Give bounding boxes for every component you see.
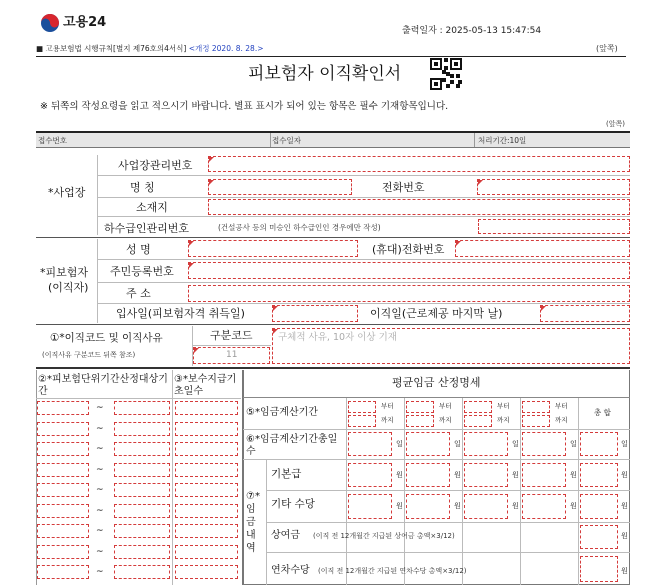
won-unit: 원: [396, 471, 403, 479]
col-divider: [520, 398, 521, 585]
qr-code-icon: [430, 58, 462, 90]
leave-date-label: 이직일(근로제공 마지막 날): [370, 307, 503, 320]
tilde: ~: [96, 567, 104, 577]
page-side-note: (앞쪽): [596, 44, 618, 53]
receipt-date-label: 접수일자: [272, 136, 301, 145]
tilde: ~: [96, 444, 104, 454]
paid-days-field[interactable]: [175, 545, 238, 559]
section-divider: [97, 239, 98, 323]
receipt-divider: [270, 133, 271, 147]
bonus-won: 원: [621, 532, 628, 540]
base-pay-field[interactable]: [464, 463, 508, 487]
period-start-field[interactable]: [37, 442, 89, 456]
to-label: 까지: [497, 416, 510, 424]
paid-days-field[interactable]: [175, 483, 238, 497]
row-line: [266, 552, 630, 553]
annual-leave-field[interactable]: [580, 556, 618, 582]
period-end-field[interactable]: [114, 483, 170, 497]
period-end-field[interactable]: [114, 504, 170, 518]
section-divider: [97, 155, 98, 235]
period-end-field[interactable]: [114, 422, 170, 436]
won-unit: 원: [454, 502, 461, 510]
insured-name-label: 성 명: [126, 243, 151, 256]
to-label: 까지: [555, 416, 568, 424]
annual-leave-label: 연차수당: [271, 565, 310, 576]
section-line: [36, 367, 630, 369]
bonus-label: 상여금: [271, 530, 300, 541]
won-unit: 원: [512, 471, 519, 479]
row-line: [98, 303, 630, 304]
form-reference: [36, 45, 263, 53]
period-start-field[interactable]: [37, 463, 89, 477]
days-total-field[interactable]: [580, 432, 618, 456]
code-header: 구분코드: [210, 329, 253, 342]
workplace-phone-field[interactable]: [477, 179, 630, 195]
annual-leave-note: (이직 전 12개월간 지급된 연차수당 총액×3/12): [318, 567, 467, 575]
col-divider: [578, 398, 579, 585]
instruction-text: ※ 뒤쪽의 작성요령을 읽고 적으시기 바랍니다. 별표 표시가 되어 있는 항목은 필수 기재항목입니다.: [40, 101, 449, 112]
processing-period: 처리기간:10일: [478, 136, 527, 145]
period-end-field[interactable]: [114, 545, 170, 559]
reason-code-value: 11: [226, 350, 238, 360]
rrn-field[interactable]: [188, 262, 630, 279]
row-line: [266, 490, 630, 491]
receipt-row: [36, 131, 630, 148]
other-allowance-field[interactable]: [348, 494, 392, 519]
hire-date-field[interactable]: [272, 305, 358, 322]
col-divider: [462, 398, 463, 585]
total-label: 총 합: [594, 408, 611, 417]
period-from-field[interactable]: [406, 401, 434, 413]
period-start-field[interactable]: [37, 545, 89, 559]
from-label: 부터: [555, 402, 568, 410]
insured-section-sub: (이직자): [48, 281, 89, 294]
mgmt-number-label: 사업장관리번호: [118, 159, 193, 172]
row-line: [243, 397, 630, 398]
day-unit: 일: [396, 440, 403, 448]
row-line: [98, 259, 630, 260]
days-field[interactable]: [406, 432, 450, 456]
workplace-name-field[interactable]: [208, 179, 352, 195]
workplace-section-label: *사업장: [48, 186, 86, 199]
base-pay-label: 기본급: [271, 468, 302, 480]
period-start-field[interactable]: [37, 504, 89, 518]
form-revision: <개정 2020. 8. 28.>: [188, 44, 264, 53]
days-field[interactable]: [464, 432, 508, 456]
won-unit: 원: [454, 471, 461, 479]
row-line: [243, 459, 630, 460]
base-pay-field[interactable]: [406, 463, 450, 487]
paid-days-field[interactable]: [175, 463, 238, 477]
section-line: [36, 237, 630, 238]
other-allowance-field[interactable]: [464, 494, 508, 519]
won-unit: 원: [512, 502, 519, 510]
rrn-label: 주민등록번호: [110, 265, 174, 278]
period-end-field[interactable]: [114, 401, 170, 415]
other-allowance-total-field[interactable]: [580, 494, 618, 519]
row-line: [266, 522, 630, 523]
won-unit: 원: [570, 502, 577, 510]
logo-text: 고용24: [63, 15, 107, 30]
reason-placeholder: 구체적 사유, 10자 이상 기재: [278, 332, 397, 343]
period-start-field[interactable]: [37, 422, 89, 436]
other-allowance-field[interactable]: [406, 494, 450, 519]
tilde: ~: [96, 464, 104, 475]
col-divider: [172, 370, 173, 585]
page-side-note-2: (앞쪽): [606, 120, 625, 128]
tilde: ~: [96, 423, 104, 434]
insured-address-field[interactable]: [188, 285, 630, 302]
day-unit: 일: [454, 440, 461, 448]
tilde: ~: [96, 505, 104, 516]
leave-reason-label: ①*이직코드 및 이직사유: [50, 332, 163, 344]
top-divider: [36, 56, 626, 57]
paid-days-label: ③*보수지급기초일수: [174, 374, 237, 397]
base-pay-field[interactable]: [522, 463, 566, 487]
to-label: 까지: [439, 416, 452, 424]
paid-days-field[interactable]: [175, 565, 238, 579]
tilde: ~: [96, 403, 104, 413]
bonus-note: (이직 전 12개월간 지급된 상여금 총액×3/12): [313, 532, 455, 540]
period-to-field[interactable]: [464, 415, 492, 427]
page-title: 피보험자 이직확인서: [248, 64, 402, 84]
print-date: 출력일자 : 2025-05-13 15:47:54: [402, 26, 542, 36]
col-divider: [404, 398, 405, 585]
period-end-field[interactable]: [114, 524, 170, 538]
subcontract-field[interactable]: [478, 219, 630, 234]
hire-date-label: 입사일(피보험자격 취득일): [116, 307, 245, 320]
period-to-field[interactable]: [522, 415, 550, 427]
insured-period-label: ②*피보험단위기간산정대상기간: [38, 374, 168, 397]
other-allowance-label: 기타 수당: [271, 498, 315, 510]
row-line: [98, 216, 630, 217]
row-line: [98, 197, 630, 198]
mgmt-number-field[interactable]: [208, 156, 630, 172]
period-start-field[interactable]: [37, 401, 89, 415]
receipt-divider: [474, 133, 475, 147]
mobile-phone-field[interactable]: [455, 240, 630, 257]
row-line: [98, 282, 630, 283]
bonus-field[interactable]: [580, 525, 618, 549]
period-to-field[interactable]: [406, 415, 434, 427]
section-line: [36, 324, 630, 325]
wage-table-title: 평균임금 산정명세: [392, 376, 481, 389]
wage-days-label: ⑥*임금계산기간총일수: [246, 434, 338, 457]
logo: [40, 12, 120, 34]
days-field[interactable]: [522, 432, 566, 456]
row-line: [98, 175, 630, 176]
mobile-phone-label: (휴대)전화번호: [372, 243, 445, 256]
won-unit: 원: [621, 502, 628, 510]
period-from-field[interactable]: [522, 401, 550, 413]
row-line: [36, 398, 241, 399]
row-line: [193, 345, 271, 346]
won-unit: 원: [621, 471, 628, 479]
day-unit: 일: [621, 440, 628, 448]
insured-address-label: 주 소: [126, 287, 151, 300]
period-end-field[interactable]: [114, 463, 170, 477]
other-allowance-field[interactable]: [522, 494, 566, 519]
paid-days-field[interactable]: [175, 524, 238, 538]
period-start-field[interactable]: [37, 565, 89, 579]
tilde: ~: [96, 485, 104, 495]
annual-leave-won: 원: [621, 567, 628, 575]
tilde: ~: [96, 546, 104, 557]
wage-detail-label: ⑦*임금내역: [246, 491, 260, 554]
col-divider: [346, 398, 347, 585]
period-start-field[interactable]: [37, 524, 89, 538]
leave-reason-sub: (이직사유 구분코드 뒤쪽 참조): [42, 351, 136, 359]
period-end-field[interactable]: [114, 442, 170, 456]
period-from-field[interactable]: [348, 401, 376, 413]
row-line: [243, 429, 630, 430]
base-pay-field[interactable]: [348, 463, 392, 487]
taegeuk-icon: [40, 13, 60, 33]
day-unit: 일: [570, 440, 577, 448]
won-unit: 원: [396, 502, 403, 510]
workplace-address-label: 소재지: [136, 201, 168, 214]
workplace-name-label: 명 칭: [130, 181, 155, 194]
leave-date-field[interactable]: [540, 305, 630, 322]
period-from-field[interactable]: [464, 401, 492, 413]
to-label: 까지: [381, 416, 394, 424]
receipt-number-label: 접수번호: [38, 136, 67, 145]
workplace-address-field[interactable]: [208, 199, 630, 215]
from-label: 부터: [439, 402, 452, 410]
period-end-field[interactable]: [114, 565, 170, 579]
paid-days-field[interactable]: [175, 442, 238, 456]
insured-section-label: *피보험자: [40, 266, 89, 279]
from-label: 부터: [381, 402, 394, 410]
subcontract-note: (건설공사 등의 미승인 하수급인인 경우에만 작성): [218, 223, 381, 232]
days-field[interactable]: [348, 432, 392, 456]
period-start-field[interactable]: [37, 483, 89, 497]
form-ref-prefix: ■ 고용보험법 시행규칙[별지 제76호의4서식]: [36, 44, 189, 53]
paid-days-field[interactable]: [175, 504, 238, 518]
insured-name-field[interactable]: [188, 240, 358, 257]
paid-days-field[interactable]: [175, 422, 238, 436]
subcontract-label: 하수급인관리번호: [104, 222, 190, 235]
wage-period-label: ⑤*임금계산기간: [246, 407, 318, 418]
tilde: ~: [96, 526, 104, 536]
base-pay-total-field[interactable]: [580, 463, 618, 487]
paid-days-field[interactable]: [175, 401, 238, 415]
day-unit: 일: [512, 440, 519, 448]
period-to-field[interactable]: [348, 415, 376, 427]
workplace-phone-label: 전화번호: [382, 181, 425, 194]
from-label: 부터: [497, 402, 510, 410]
won-unit: 원: [570, 471, 577, 479]
